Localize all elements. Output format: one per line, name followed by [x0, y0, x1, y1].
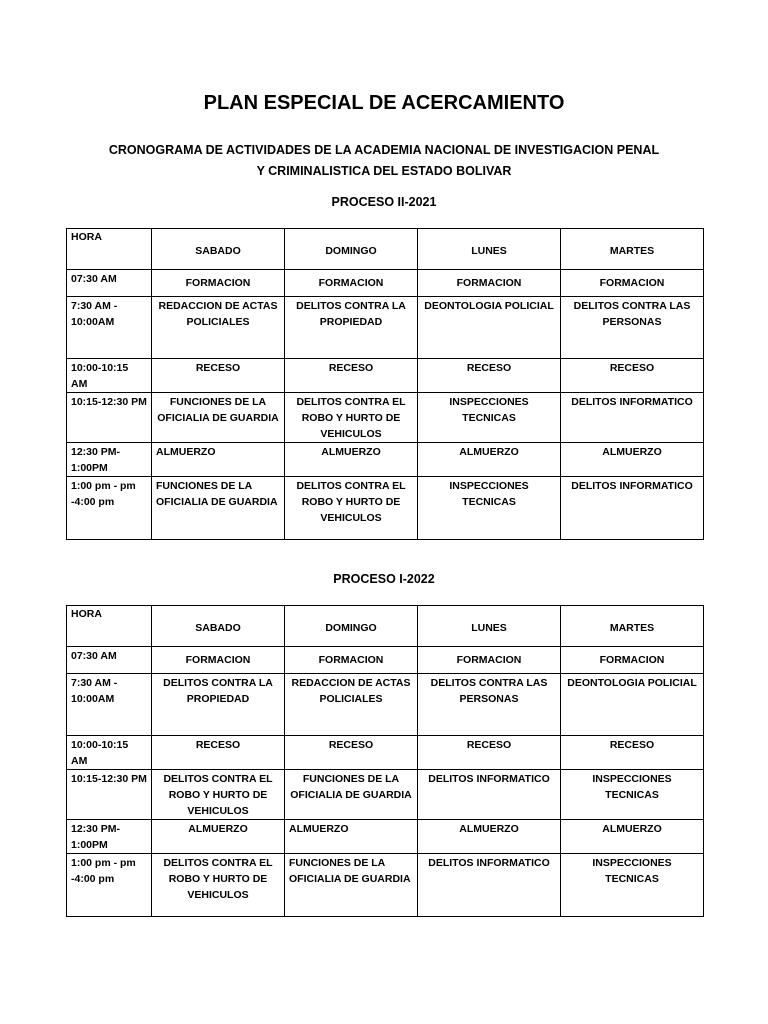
activity-cell: RECESO	[285, 736, 418, 770]
table-row	[67, 770, 704, 820]
activity-cell: REDACCION DE ACTAS POLICIALES	[152, 297, 285, 359]
activity-cell: FUNCIONES DE LA OFICIALIA DE GUARDIA	[152, 477, 285, 540]
table-row	[67, 393, 704, 443]
activity-cell: FORMACION	[285, 647, 418, 674]
activity-cell: RECESO	[418, 736, 561, 770]
activity-cell: RECESO	[561, 359, 704, 393]
schedule-table-1	[66, 228, 704, 540]
activity-cell: FORMACION	[418, 270, 561, 297]
header-lunes: LUNES	[418, 229, 561, 270]
activity-cell: DELITOS CONTRA LAS PERSONAS	[561, 297, 704, 359]
header-hora: HORA	[67, 606, 152, 647]
activity-cell: INSPECCIONES TECNICAS	[561, 770, 704, 820]
activity-cell: DELITOS CONTRA LA PROPIEDAD	[285, 297, 418, 359]
activity-cell: FORMACION	[561, 270, 704, 297]
activity-cell: ALMUERZO	[152, 820, 285, 854]
activity-cell: RECESO	[561, 736, 704, 770]
activity-cell: FUNCIONES DE LA OFICIALIA DE GUARDIA	[285, 854, 418, 917]
subtitle	[60, 140, 708, 182]
header-martes: MARTES	[561, 606, 704, 647]
activity-cell: FORMACION	[418, 647, 561, 674]
activity-cell: FORMACION	[152, 270, 285, 297]
activity-cell: DELITOS INFORMATICO	[418, 854, 561, 917]
activity-cell: RECESO	[285, 359, 418, 393]
table-header-row	[67, 229, 704, 270]
activity-cell: DELITOS CONTRA EL ROBO Y HURTO DE VEHICULOS	[285, 393, 418, 443]
activity-cell: REDACCION DE ACTAS POLICIALES	[285, 674, 418, 736]
table-row	[67, 674, 704, 736]
time-cell: 1:00 pm - pm -4:00 pm	[67, 854, 152, 917]
activity-cell: FORMACION	[285, 270, 418, 297]
activity-cell: DELITOS INFORMATICO	[418, 770, 561, 820]
header-hora: HORA	[67, 229, 152, 270]
process-title-1: PROCESO II-2021	[331, 195, 437, 209]
activity-cell: DELITOS CONTRA EL ROBO Y HURTO DE VEHICULOS	[152, 770, 285, 820]
activity-cell: ALMUERZO	[285, 443, 418, 477]
schedule-table-2	[66, 605, 704, 917]
table-row	[67, 736, 704, 770]
activity-cell: DELITOS CONTRA LAS PERSONAS	[418, 674, 561, 736]
activity-cell: ALMUERZO	[152, 443, 285, 477]
subtitle-line-2: Y CRIMINALISTICA DEL ESTADO BOLIVAR	[256, 164, 512, 178]
activity-cell: DEONTOLOGIA POLICIAL	[561, 674, 704, 736]
activity-cell: RECESO	[152, 736, 285, 770]
time-cell: 7:30 AM - 10:00AM	[67, 674, 152, 736]
table-row	[67, 647, 704, 674]
table-row	[67, 854, 704, 917]
activity-cell: INSPECCIONES TECNICAS	[418, 393, 561, 443]
activity-cell: ALMUERZO	[561, 443, 704, 477]
header-domingo: DOMINGO	[285, 606, 418, 647]
activity-cell: RECESO	[152, 359, 285, 393]
table-row	[67, 297, 704, 359]
activity-cell: DELITOS CONTRA EL ROBO Y HURTO DE VEHICULOS	[285, 477, 418, 540]
table-row	[67, 270, 704, 297]
time-cell: 10:00-10:15 AM	[67, 359, 152, 393]
header-lunes: LUNES	[418, 606, 561, 647]
activity-cell: DELITOS INFORMATICO	[561, 477, 704, 540]
table-row	[67, 443, 704, 477]
header-sabado: SABADO	[152, 229, 285, 270]
activity-cell: FUNCIONES DE LA OFICIALIA DE GUARDIA	[285, 770, 418, 820]
process-title-2: PROCESO I-2022	[333, 572, 435, 586]
time-cell: 7:30 AM - 10:00AM	[67, 297, 152, 359]
subtitle-line-1: CRONOGRAMA DE ACTIVIDADES DE LA ACADEMIA NACIONAL DE INVESTIGACION PENAL	[108, 143, 660, 157]
time-cell: 10:00-10:15 AM	[67, 736, 152, 770]
activity-cell: DELITOS CONTRA EL ROBO Y HURTO DE VEHICULOS	[152, 854, 285, 917]
activity-cell: INSPECCIONES TECNICAS	[561, 854, 704, 917]
activity-cell: DELITOS CONTRA LA PROPIEDAD	[152, 674, 285, 736]
time-cell: 12:30 PM- 1:00PM	[67, 443, 152, 477]
activity-cell: INSPECCIONES TECNICAS	[418, 477, 561, 540]
time-cell: 12:30 PM- 1:00PM	[67, 820, 152, 854]
page-title: PLAN ESPECIAL DE ACERCAMIENTO	[203, 92, 565, 114]
activity-cell: ALMUERZO	[561, 820, 704, 854]
activity-cell: ALMUERZO	[418, 443, 561, 477]
activity-cell: RECESO	[418, 359, 561, 393]
time-cell: 07:30 AM	[67, 270, 152, 297]
time-cell: 10:15-12:30 PM	[67, 393, 152, 443]
activity-cell: DEONTOLOGIA POLICIAL	[418, 297, 561, 359]
activity-cell: DELITOS INFORMATICO	[561, 393, 704, 443]
table-row	[67, 359, 704, 393]
header-domingo: DOMINGO	[285, 229, 418, 270]
time-cell: 10:15-12:30 PM	[67, 770, 152, 820]
header-sabado: SABADO	[152, 606, 285, 647]
table-row	[67, 820, 704, 854]
time-cell: 07:30 AM	[67, 647, 152, 674]
activity-cell: FORMACION	[152, 647, 285, 674]
table-row	[67, 477, 704, 540]
activity-cell: ALMUERZO	[418, 820, 561, 854]
header-martes: MARTES	[561, 229, 704, 270]
table-header-row	[67, 606, 704, 647]
activity-cell: FUNCIONES DE LA OFICIALIA DE GUARDIA	[152, 393, 285, 443]
time-cell: 1:00 pm - pm -4:00 pm	[67, 477, 152, 540]
activity-cell: FORMACION	[561, 647, 704, 674]
activity-cell: ALMUERZO	[285, 820, 418, 854]
